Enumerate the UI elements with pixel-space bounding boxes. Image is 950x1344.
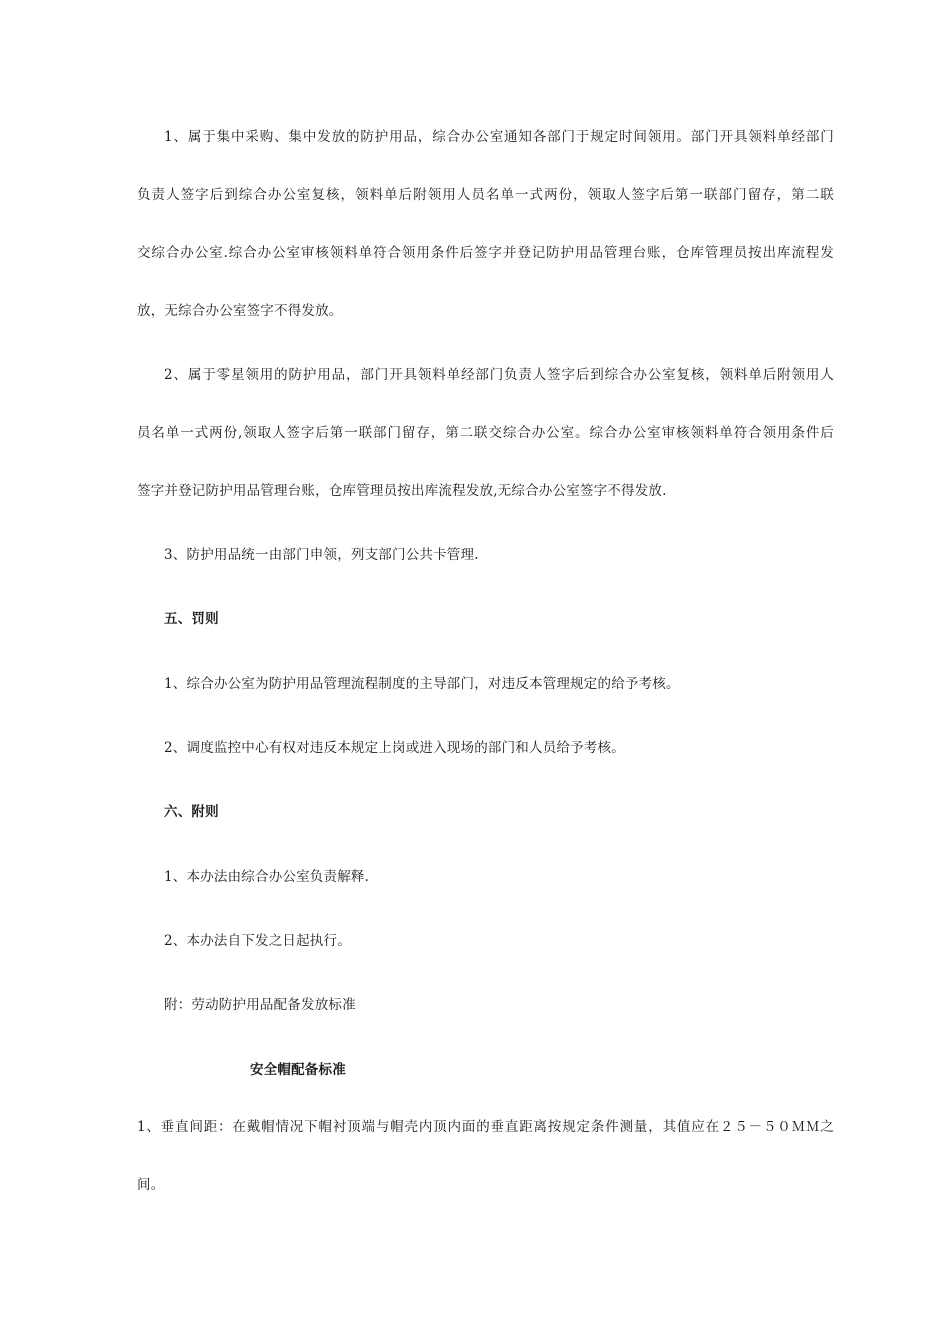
helmet-item-1-line-1: 1、垂直间距：在戴帽情况下帽衬顶端与帽壳内顶内面的垂直距离按规定条件测量，其值应在２５－５０ＭＭ之 <box>137 1119 834 1135</box>
section-6-item-2: 2、本办法自下发之日起执行。 <box>164 933 351 949</box>
paragraph-2-line-1 <box>137 366 834 384</box>
attachment-note: 附：劳动防护用品配备发放标准 <box>164 997 356 1013</box>
paragraph-1-line-4: 放，无综合办公室签字不得发放。 <box>137 303 343 319</box>
helmet-standard-title: 安全帽配备标准 <box>250 1062 346 1078</box>
paragraph-2-line-3: 签字并登记防护用品管理台账，仓库管理员按出库流程发放,无综合办公室签字不得发放. <box>137 483 667 499</box>
section-6-item-1: 1、本办法由综合办公室负责解释. <box>164 869 370 885</box>
paragraph-3: 3、防护用品统一由部门申领，列支部门公共卡管理. <box>164 547 479 563</box>
paragraph-2-line-1-text: 2、属于零星领用的防护用品，部门开具领料单经部门负责人签字后到综合办公室复核，领料单后附领用人 <box>164 367 834 383</box>
paragraph-1-line-2: 负责人签字后到综合办公室复核，领料单后附领用人员名单一式两份，领取人签字后第一联部门留存，第二联 <box>137 187 834 203</box>
paragraph-2-line-2: 员名单一式两份,领取人签字后第一联部门留存，第二联交综合办公室。综合办公室审核领料单符合领用条件后 <box>137 425 834 441</box>
section-5-heading: 五、罚则 <box>164 611 219 627</box>
section-5-item-2: 2、调度监控中心有权对违反本规定上岗或进入现场的部门和人员给予考核。 <box>164 740 625 756</box>
paragraph-1-line-1 <box>137 128 834 146</box>
helmet-item-1-line-2: 间。 <box>137 1177 165 1193</box>
paragraph-1-line-3: 交综合办公室.综合办公室审核领料单符合领用条件后签字并登记防护用品管理台账，仓库管理员按出库流程发 <box>137 245 834 261</box>
section-6-heading: 六、附则 <box>164 804 219 820</box>
paragraph-1-line-1-text: 1、属于集中采购、集中发放的防护用品，综合办公室通知各部门于规定时间领用。部门开具领料单经部门 <box>164 129 834 145</box>
section-5-item-1: 1、综合办公室为防护用品管理流程制度的主导部门，对违反本管理规定的给予考核。 <box>164 676 680 692</box>
